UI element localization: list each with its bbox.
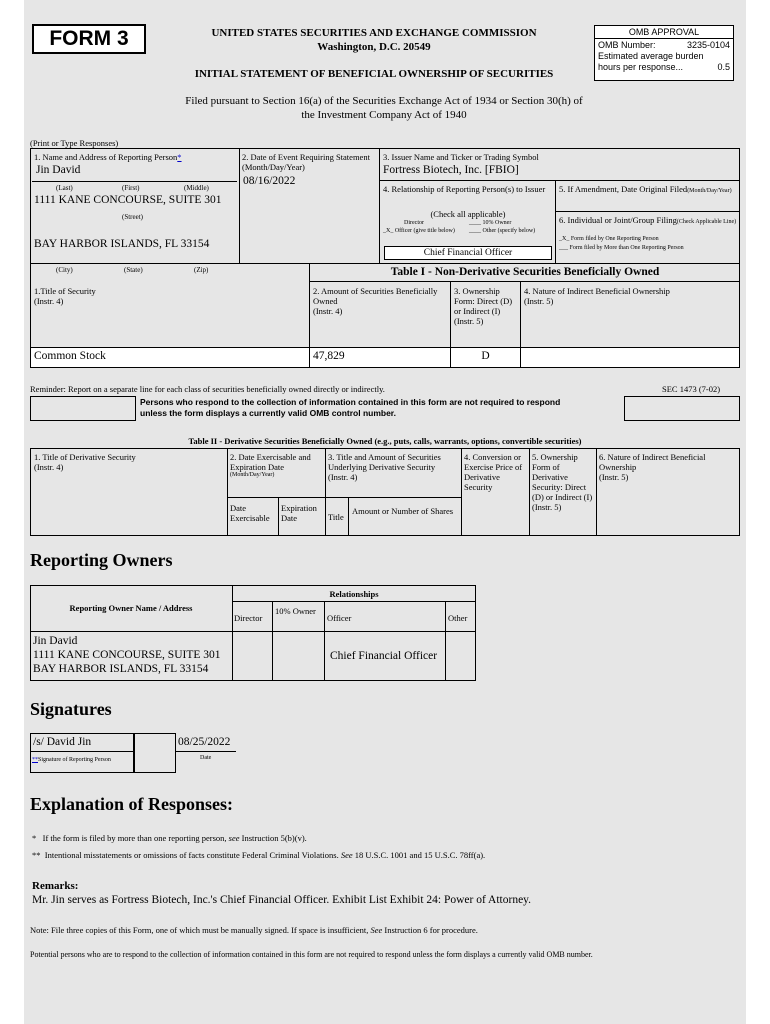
reminder-text: Reminder: Report on a separate line for each class of securities beneficially owned directly or indirectly. [30, 384, 385, 394]
note-see: See [370, 925, 383, 935]
table2-col6-header: 6. Nature of Indirect Beneficial Ownership [599, 452, 706, 472]
signature-value: /s/ David Jin [33, 736, 92, 748]
ownership-form: D [481, 350, 490, 362]
reporting-person-street: 1111 KANE CONCOURSE, SUITE 301 [34, 194, 222, 206]
event-date: 08/16/2022 [243, 175, 296, 187]
issuer-name: Fortress Biotech, Inc. [FBIO] [383, 164, 519, 176]
zip-label: (Zip) [194, 266, 209, 274]
note2-text: Intentional misstatements or omissions of facts constitute Federal Criminal Violations. [44, 850, 339, 860]
owner-street: 1111 KANE CONCOURSE, SUITE 301 [33, 649, 221, 661]
filed-pursuant-line2: the Investment Company Act of 1940 [301, 109, 467, 121]
note2-mark: ** [32, 850, 41, 860]
remarks-text: Mr. Jin serves as Fortress Biotech, Inc.'s Chief Financial Officer. Exhibit List Exhibit 24: Power of Attorney. [32, 894, 532, 906]
table2-col3-instr: (Instr. 4) [328, 472, 358, 482]
omb-burden-line1: Estimated average burden [598, 51, 704, 61]
check-all-applicable: (Check all applicable) [430, 209, 506, 219]
table2-col5-instr: (Instr. 5) [532, 502, 562, 512]
table1-col1-instr: (Instr. 4) [34, 296, 64, 306]
amount-owned: 47,829 [313, 350, 345, 362]
omb-approval-box [594, 25, 734, 81]
form-label-box [32, 24, 146, 54]
table1-title: Table I - Non-Derivative Securities Beneficially Owned [390, 266, 660, 278]
box1-label: 1. Name and Address of Reporting Person [34, 152, 178, 162]
sec-number: SEC 1473 (7-02) [662, 384, 721, 394]
reporting-owners-heading: Reporting Owners [30, 550, 173, 570]
omb-burden-line2: hours per response... [598, 62, 684, 72]
omb-number-label: OMB Number: [598, 40, 656, 50]
persons-notice-line2: unless the form displays a currently valid OMB control number. [140, 408, 397, 418]
table2-col1-instr: (Instr. 4) [34, 462, 64, 472]
box6-label: 6. Individual or Joint/Group Filing [559, 215, 677, 225]
reminder-right-box [624, 396, 740, 421]
signature-date: 08/25/2022 [178, 736, 231, 748]
first-label: (First) [122, 184, 140, 192]
ten-percent-owner-header: 10% Owner [275, 606, 316, 616]
other-header: Other [448, 613, 468, 623]
table1-col2-header: 2. Amount of Securities Beneficially Owned [313, 286, 438, 306]
security-title: Common Stock [34, 350, 106, 362]
more-persons-option: ___ Form filed by More than One Reporting Person [559, 245, 684, 251]
form-label: FORM 3 [49, 27, 129, 50]
officer-title-box [384, 246, 552, 260]
street-label: (Street) [122, 213, 143, 221]
owner-name: Jin David [33, 635, 78, 647]
table2-col6-instr: (Instr. 5) [599, 472, 629, 482]
note1-see: see [228, 833, 240, 843]
box2-label: 2. Date of Event Requiring Statement (Month/Day/Year) [242, 152, 370, 172]
ten-percent-owner-option: ____ 10% Owner [469, 220, 512, 226]
box4-label: 4. Relationship of Reporting Person(s) to Issuer [383, 184, 546, 194]
table1-col4-header: 4. Nature of Indirect Beneficial Ownership [524, 286, 670, 296]
signatures-heading: Signatures [30, 699, 112, 719]
signature-label: Signature of Reporting Person [38, 757, 111, 763]
print-note: (Print or Type Responses) [30, 138, 119, 148]
box1-footnote-link[interactable]: * [177, 152, 182, 162]
other-option: ____ Other (specify below) [469, 228, 536, 234]
table1-col3-header: 3. Ownership Form: Direct (D) or Indirect (I) [454, 286, 513, 316]
agency-location: Washington, D.C. 20549 [317, 41, 431, 53]
omb-number-value: 3235-0104 [686, 40, 730, 50]
remarks-heading: Remarks: [32, 880, 79, 892]
name-underline [32, 181, 237, 182]
director-header: Director [234, 613, 263, 623]
table1-col3-instr: (Instr. 5) [454, 316, 484, 326]
box5-sub: (Month/Day/Year) [687, 188, 732, 194]
table2-title: Table II - Derivative Securities Beneficially Owned (e.g., puts, calls, warrants, options, convertible securities) [188, 436, 582, 446]
form-page [24, 0, 746, 1024]
agency-name: UNITED STATES SECURITIES AND EXCHANGE COMMISSION [211, 27, 537, 39]
box3-label: 3. Issuer Name and Ticker or Trading Symbol [383, 152, 539, 162]
box6-check: (Check Applicable Line) [676, 219, 737, 225]
explanation-heading: Explanation of Responses: [30, 794, 234, 814]
table2-col3-header: 3. Title and Amount of Securities Underlying Derivative Security [328, 452, 441, 472]
director-option: Director [404, 220, 424, 226]
date-label: Date [200, 755, 212, 761]
persons-notice-line1: Persons who respond to the collection of information contained in this form are not required to respond [140, 397, 561, 407]
table2-col2-sub: (Month/Day/Year) [230, 472, 275, 478]
table1-col4-instr: (Instr. 5) [524, 296, 554, 306]
city-label: (City) [56, 266, 73, 274]
table2-col4-header: 4. Conversion or Exercise Price of Derivative Security [464, 452, 523, 492]
table2-col5-header: 5. Ownership Form of Derivative Security: Direct (D) or Indirect (I) [532, 452, 593, 502]
officer-header: Officer [327, 613, 352, 623]
table1-col1-header: 1.Title of Security [34, 286, 96, 296]
state-label: (State) [124, 266, 143, 274]
officer-option: _X_ Officer (give title below) [383, 228, 455, 234]
note1-text: If the form is filed by more than one reporting person, [42, 833, 227, 843]
filed-pursuant-line1: Filed pursuant to Section 16(a) of the Securities Exchange Act of 1934 or Section 30(h) of [185, 95, 583, 107]
middle-label: (Middle) [184, 184, 209, 192]
relationships-header: Relationships [329, 589, 379, 599]
note-instruction: Instruction 6 for procedure. [384, 925, 478, 935]
note2-see: See [340, 850, 353, 860]
potential-persons-notice: Potential persons who are to respond to the collection of information contained in this form are not required to respond unless the form displays a currently valid OMB number. [30, 950, 593, 959]
table2-date-exercisable: Date Exercisable [230, 503, 270, 523]
owner-city: BAY HARBOR ISLANDS, FL 33154 [33, 663, 209, 675]
reporting-person-name: Jin David [36, 164, 81, 176]
table2-amount-subcol: Amount or Number of Shares [352, 506, 454, 516]
box5-label: 5. If Amendment, Date Original Filed [559, 184, 688, 194]
note-text: Note: File three copies of this Form, one of which must be manually signed. If space is insufficient, [30, 925, 369, 935]
owner-officer-title: Chief Financial Officer [330, 650, 438, 662]
one-person-option: _X_ Form filed by One Reporting Person [559, 236, 659, 242]
note1-instruction: Instruction 5(b)(v). [241, 833, 307, 843]
table2-expiration-date: Expiration Date [281, 503, 317, 523]
table2-col1-header: 1. Title of Derivative Security [34, 452, 136, 462]
signature-footnote-link[interactable]: ** [32, 757, 38, 763]
table1-col2-instr: (Instr. 4) [313, 306, 343, 316]
reporting-person-city: BAY HARBOR ISLANDS, FL 33154 [34, 238, 210, 250]
last-label: (Last) [56, 184, 73, 192]
table2-col2-header: 2. Date Exercisable and Expiration Date [230, 452, 311, 472]
officer-title: Chief Financial Officer [423, 248, 513, 258]
owner-name-header: Reporting Owner Name / Address [69, 603, 193, 613]
signature-blank-box [134, 733, 176, 773]
reminder-left-box [30, 396, 136, 421]
note2-citation: 18 U.S.C. 1001 and 15 U.S.C. 78ff(a). [354, 850, 486, 860]
omb-burden-value: 0.5 [717, 62, 730, 72]
note1-mark: * [32, 833, 37, 843]
table2-title-subcol: Title [328, 512, 344, 522]
omb-title: OMB APPROVAL [595, 26, 733, 39]
table-row [33, 634, 221, 676]
form-title: INITIAL STATEMENT OF BENEFICIAL OWNERSHIP OF SECURITIES [194, 68, 554, 80]
